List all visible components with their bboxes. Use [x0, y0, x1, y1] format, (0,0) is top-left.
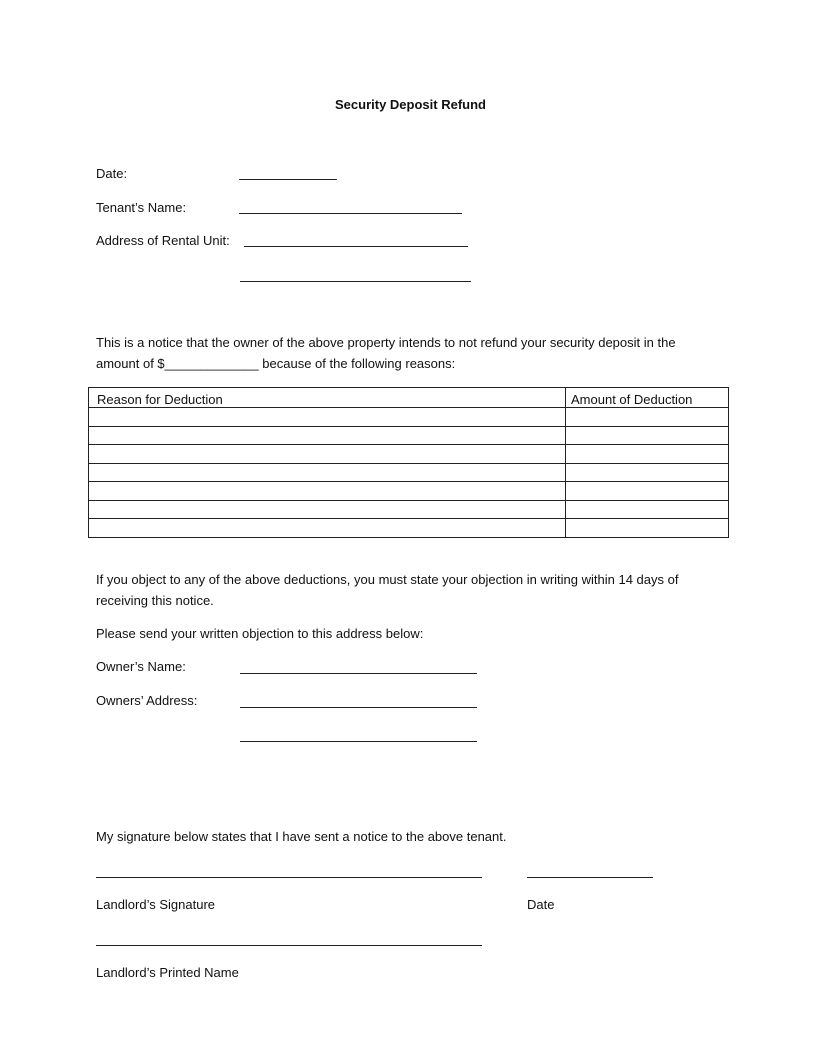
reason-cell[interactable] — [89, 408, 566, 427]
objection-line-1: If you object to any of the above deductions, you must state your objection in writing within 14 days of — [96, 572, 679, 587]
notice-amount-suffix: because of the following reasons: — [262, 356, 456, 371]
column-header-amount: Amount of Deduction — [566, 388, 729, 408]
table-row — [89, 445, 729, 464]
owner-address-field-line-2[interactable] — [240, 741, 477, 742]
notice-amount-prefix: amount of $ — [96, 356, 165, 371]
reason-cell[interactable] — [89, 500, 566, 519]
table-row — [89, 408, 729, 427]
table-row — [89, 482, 729, 501]
objection-line-2: receiving this notice. — [96, 593, 214, 608]
amount-cell[interactable] — [566, 408, 729, 427]
page-title: Security Deposit Refund — [335, 97, 486, 112]
table-row — [89, 519, 729, 538]
send-objection-text: Please send your written objection to this address below: — [96, 626, 424, 641]
date-field-line[interactable] — [239, 179, 337, 180]
table-header-row — [89, 388, 729, 408]
amount-cell[interactable] — [566, 445, 729, 464]
notice-line-2 — [96, 353, 676, 374]
tenant-name-label: Tenant’s Name: — [96, 200, 187, 215]
tenant-name-field-line[interactable] — [239, 213, 462, 214]
objection-paragraph — [96, 569, 678, 611]
landlord-printed-name-line[interactable] — [96, 945, 482, 946]
notice-paragraph — [96, 332, 676, 374]
amount-cell[interactable] — [566, 500, 729, 519]
reason-cell[interactable] — [89, 519, 566, 538]
reason-cell[interactable] — [89, 463, 566, 482]
notice-amount-blank[interactable]: _____________ — [164, 356, 259, 371]
amount-cell[interactable] — [566, 482, 729, 501]
landlord-signature-line[interactable] — [96, 877, 482, 878]
reason-cell[interactable] — [89, 482, 566, 501]
owner-address-field-line-1[interactable] — [240, 707, 477, 708]
table-row — [89, 463, 729, 482]
owner-name-label: Owner’s Name: — [96, 659, 186, 674]
column-header-reason: Reason for Deduction — [89, 388, 566, 408]
owner-name-field-line[interactable] — [240, 673, 477, 674]
owner-address-label: Owners’ Address: — [96, 693, 198, 708]
address-field-line-2[interactable] — [240, 281, 471, 282]
table-row — [89, 426, 729, 445]
address-field-line-1[interactable] — [244, 246, 468, 247]
landlord-printed-name-label: Landlord’s Printed Name — [96, 965, 239, 980]
signature-date-line[interactable] — [527, 877, 653, 878]
date-label: Date: — [96, 166, 128, 181]
signature-statement: My signature below states that I have sent a notice to the above tenant. — [96, 829, 507, 844]
address-label: Address of Rental Unit: — [96, 233, 230, 248]
amount-cell[interactable] — [566, 426, 729, 445]
reason-cell[interactable] — [89, 426, 566, 445]
signature-date-label: Date — [527, 897, 555, 912]
landlord-signature-label: Landlord’s Signature — [96, 897, 216, 912]
table-row — [89, 500, 729, 519]
notice-line-1: This is a notice that the owner of the above property intends to not refund your security deposit in the — [96, 335, 676, 350]
deductions-table — [88, 387, 729, 538]
amount-cell[interactable] — [566, 463, 729, 482]
reason-cell[interactable] — [89, 445, 566, 464]
amount-cell[interactable] — [566, 519, 729, 538]
